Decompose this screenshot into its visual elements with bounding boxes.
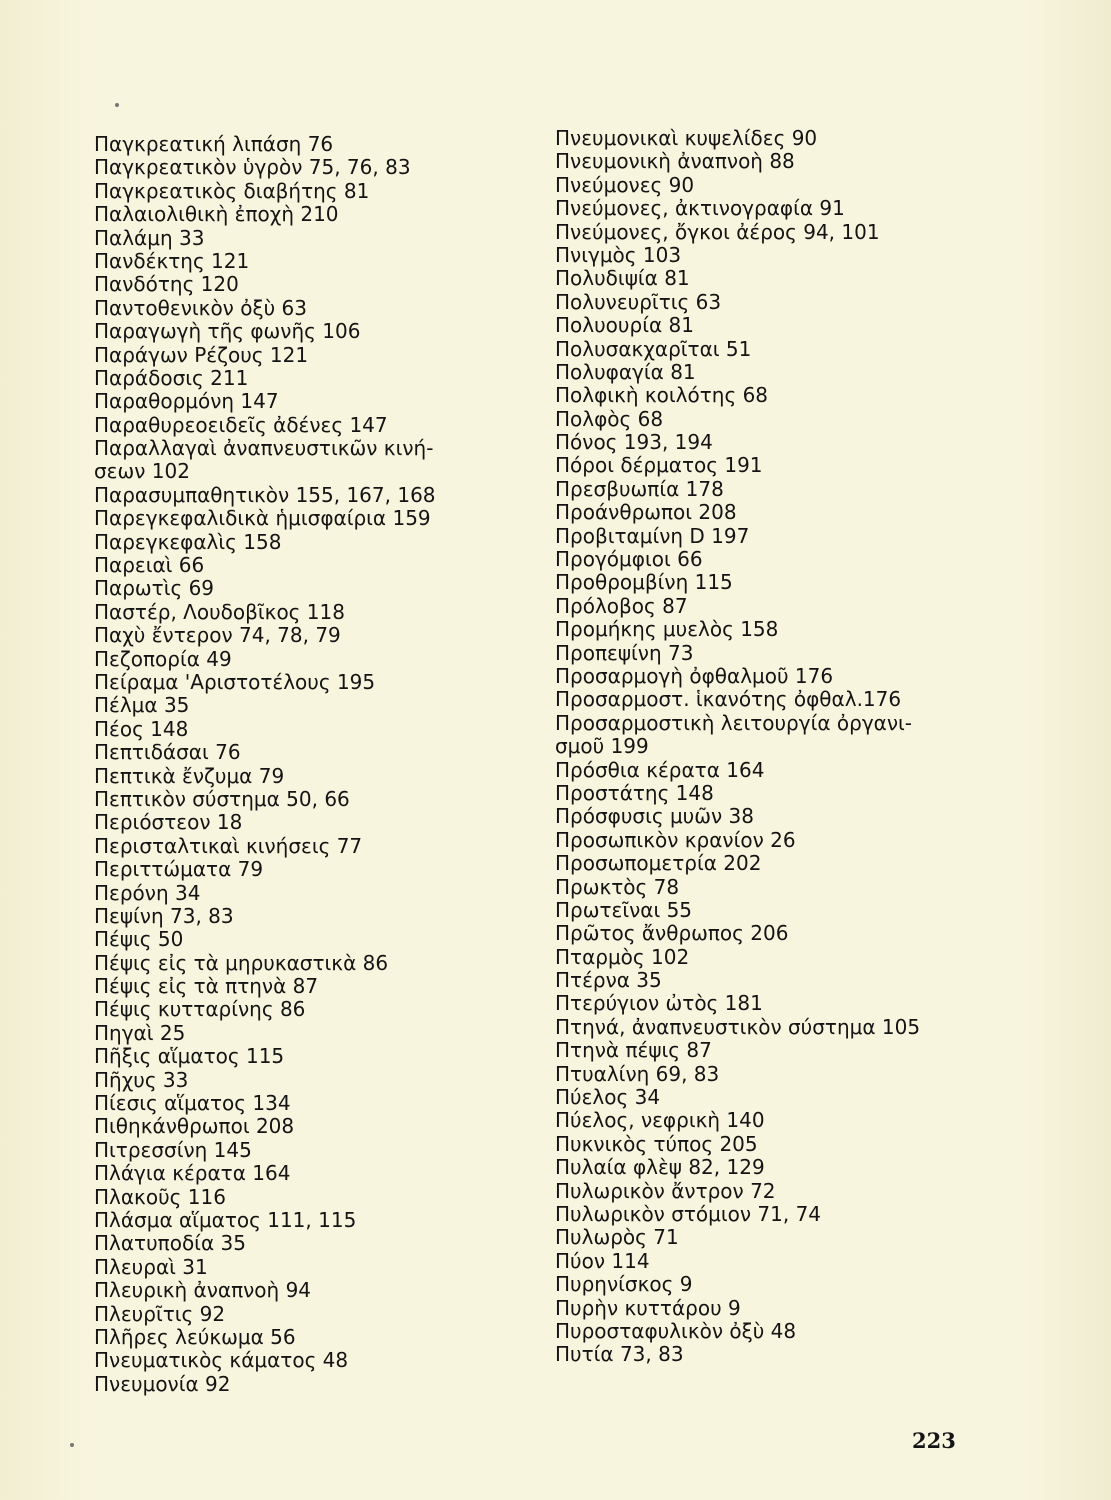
index-entry: Πόνος 193, 194: [555, 430, 713, 455]
index-entry: Παρασυμπαθητικὸν 155, 167, 168: [94, 482, 436, 507]
index-entry: Πέψις 50: [94, 927, 184, 952]
index-entry: Παραγωγὴ τῆς φωνῆς 106: [94, 319, 361, 344]
index-entry: Πέλμα 35: [94, 693, 190, 718]
index-entry: Πυρηνίσκος 9: [555, 1272, 693, 1297]
index-entry: Πυκνικὸς τύπος 205: [555, 1131, 758, 1156]
index-entry: Προστάτης 148: [555, 780, 714, 805]
index-entry: Προσωπομετρία 202: [555, 851, 762, 876]
index-entry: Πτηνά, ἀναπνευστικὸν σύστημα 105: [555, 1014, 921, 1039]
index-entry: Προσωπικὸν κρανίον 26: [555, 827, 796, 852]
index-entry: Πρόσφυσις μυῶν 38: [555, 804, 754, 829]
index-entry: Πῆχυς 33: [94, 1067, 189, 1092]
index-entry: Πλάσμα αἵματος 111, 115: [94, 1207, 357, 1232]
index-entry: Πύον 114: [555, 1248, 650, 1273]
index-entry: Πτερύγιον ὠτὸς 181: [555, 991, 763, 1016]
index-entry: Παραθυρεοειδεῖς ἀδένες 147: [94, 412, 388, 437]
index-entry: Πρωκτὸς 78: [555, 874, 680, 899]
index-entry: Πλευρῖτις 92: [94, 1301, 226, 1326]
index-entry: Πολυδιψία 81: [555, 266, 690, 291]
ink-speck: [115, 103, 119, 107]
index-entry: Προσαρμοστικὴ λειτουργία ὀργανι-: [555, 710, 913, 735]
index-entry: Πυλωρικὸν στόμιον 71, 74: [555, 1201, 822, 1226]
index-entry: Πόροι δέρματος 191: [555, 453, 763, 478]
index-entry: Προσαρμοστ. ἱκανότης ὀφθαλ.176: [555, 687, 902, 712]
index-entry: Πέψις εἰς τὰ πτηνὰ 87: [94, 974, 319, 999]
index-entry: Προθρομβίνη 115: [555, 570, 733, 595]
index-entry: Πυτία 73, 83: [555, 1342, 684, 1367]
index-entry: Παρεγκεφαλιδικὰ ἡμισφαίρια 159: [94, 506, 431, 531]
index-entry: Πῆξις αἵματος 115: [94, 1044, 285, 1069]
index-entry: Πλευραὶ 31: [94, 1254, 208, 1279]
index-entry: Πλάγια κέρατα 164: [94, 1161, 291, 1186]
index-entry: Παγκρεατικὸν ὑγρὸν 75, 76, 83: [94, 155, 411, 180]
index-entry: Πτηνὰ πέψις 87: [555, 1038, 712, 1063]
index-entry: Πυρὴν κυττάρου 9: [555, 1295, 741, 1320]
index-entry: Πεψίνη 73, 83: [94, 903, 234, 928]
index-entry: Πανδέκτης 121: [94, 248, 250, 273]
index-entry: Πρεσβυωπία 178: [555, 476, 724, 501]
index-entry: Παράδοσις 211: [94, 365, 249, 390]
index-entry: Παλαιολιθικὴ ἐποχὴ 210: [94, 202, 339, 227]
index-entry: Πρῶτος ἄνθρωπος 206: [555, 921, 789, 946]
index-entry: Πέψις κυτταρίνης 86: [94, 997, 306, 1022]
index-entry: Πέος 148: [94, 716, 189, 741]
index-entry: Πεπτικὸν σύστημα 50, 66: [94, 786, 350, 811]
index-entry: Παρωτὶς 69: [94, 576, 215, 601]
ink-speck: [70, 1443, 74, 1447]
index-entry: Πυροσταφυλικὸν ὀξὺ 48: [555, 1318, 797, 1343]
index-entry: Πρόλοβος 87: [555, 593, 688, 618]
index-entry: Προπεψίνη 73: [555, 640, 694, 665]
index-column-right: [555, 127, 975, 1367]
index-entry: Παράγων Ρέζους 121: [94, 342, 309, 367]
index-entry: Παραθορμόνη 147: [94, 389, 279, 414]
index-entry: Πνεύμονες, ἀκτινογραφία 91: [555, 196, 845, 221]
index-entry: Πείραμα 'Αριστοτέλους 195: [94, 669, 376, 694]
index-entry: σμοῦ 199: [555, 734, 649, 759]
index-entry: Πνιγμὸς 103: [555, 242, 682, 267]
index-entry: Πεζοπορία 49: [94, 646, 232, 671]
index-entry: Πλατυποδία 35: [94, 1231, 246, 1256]
index-entry: σεων 102: [94, 459, 190, 484]
index-entry: Πταρμὸς 102: [555, 944, 690, 969]
index-entry: Πυλωρὸς 71: [555, 1225, 679, 1250]
index-column-left: [94, 133, 514, 1396]
index-entry: Πλῆρες λεύκωμα 56: [94, 1324, 296, 1349]
index-entry: Παντοθενικὸν ὀξὺ 63: [94, 295, 307, 320]
index-entry: Πεπτικὰ ἔνζυμα 79: [94, 763, 285, 788]
index-entry: Πύελος 34: [555, 1085, 661, 1110]
index-entry: Παρειαὶ 66: [94, 553, 205, 578]
index-entry: Πτέρνα 35: [555, 968, 662, 993]
index-entry: Προγόμφιοι 66: [555, 547, 703, 572]
index-entry: Πρωτεῖναι 55: [555, 897, 693, 922]
index-entry: Πίεσις αἵματος 134: [94, 1091, 291, 1116]
index-entry: Παγκρεατική λιπάση 76: [94, 132, 334, 156]
index-entry: Παχὺ ἔντερον 74, 78, 79: [94, 623, 341, 648]
index-entry: Πολφικὴ κοιλότης 68: [555, 383, 769, 408]
index-entry: Πύελος, νεφρικὴ 140: [555, 1108, 765, 1133]
index-entry: Περιττώματα 79: [94, 857, 264, 882]
index-entry: Πιτρεσσίνη 145: [94, 1137, 252, 1162]
index-entry: Παλάμη 33: [94, 225, 205, 250]
index-entry: Προβιταμίνη D 197: [555, 523, 750, 548]
index-entry: Περιόστεον 18: [94, 810, 243, 835]
index-entry: Προσαρμογὴ ὀφθαλμοῦ 176: [555, 663, 834, 688]
index-entry: Προάνθρωποι 208: [555, 500, 737, 525]
index-entry: Παγκρεατικὸς διαβήτης 81: [94, 178, 370, 203]
index-entry: Πνευμονία 92: [94, 1371, 231, 1396]
index-entry: Πνευμονικαὶ κυψελίδες 90: [555, 126, 818, 150]
index-entry: Παστέρ, Λουδοβῖκος 118: [94, 599, 345, 624]
index-entry: Περόνη 34: [94, 880, 201, 905]
index-entry: Παρεγκεφαλὶς 158: [94, 529, 282, 554]
index-entry: Πανδότης 120: [94, 272, 239, 297]
index-entry: Πνεύμονες 90: [555, 172, 695, 197]
index-entry: Προμήκης μυελὸς 158: [555, 617, 779, 642]
index-entry: Παραλλαγαὶ ἀναπνευστικῶν κινή-: [94, 436, 434, 461]
index-entry: Πλευρικὴ ἀναπνοὴ 94: [94, 1278, 312, 1303]
index-entry: Πνευματικὸς κάματος 48: [94, 1348, 349, 1373]
page-number: 223: [912, 1428, 956, 1453]
index-entry: Πολυφαγία 81: [555, 359, 696, 384]
index-entry: Πυλωρικὸν ἄντρον 72: [555, 1178, 776, 1203]
index-entry: Πτυαλίνη 69, 83: [555, 1061, 720, 1086]
index-entry: Πυλαία φλὲψ 82, 129: [555, 1155, 765, 1180]
index-entry: Πιθηκάνθρωποι 208: [94, 1114, 295, 1139]
index-entry: Πλακοῦς 116: [94, 1184, 226, 1209]
index-entry: Πνευμονικὴ ἀναπνοὴ 88: [555, 149, 795, 174]
index-entry: Πνεύμονες, ὄγκοι ἀέρος 94, 101: [555, 219, 880, 244]
index-entry: Πολυουρία 81: [555, 313, 694, 338]
index-entry: Πολυνευρῖτις 63: [555, 289, 722, 314]
index-entry: Πηγαὶ 25: [94, 1020, 186, 1045]
index-entry: Πεπτιδάσαι 76: [94, 740, 241, 765]
index-entry: Πρόσθια κέρατα 164: [555, 757, 765, 782]
index-entry: Πολφὸς 68: [555, 406, 664, 431]
index-entry: Πέψις εἰς τὰ μηρυκαστικὰ 86: [94, 950, 389, 975]
index-entry: Περισταλτικαὶ κινήσεις 77: [94, 833, 363, 858]
index-entry: Πολυσακχαρῖται 51: [555, 336, 752, 361]
